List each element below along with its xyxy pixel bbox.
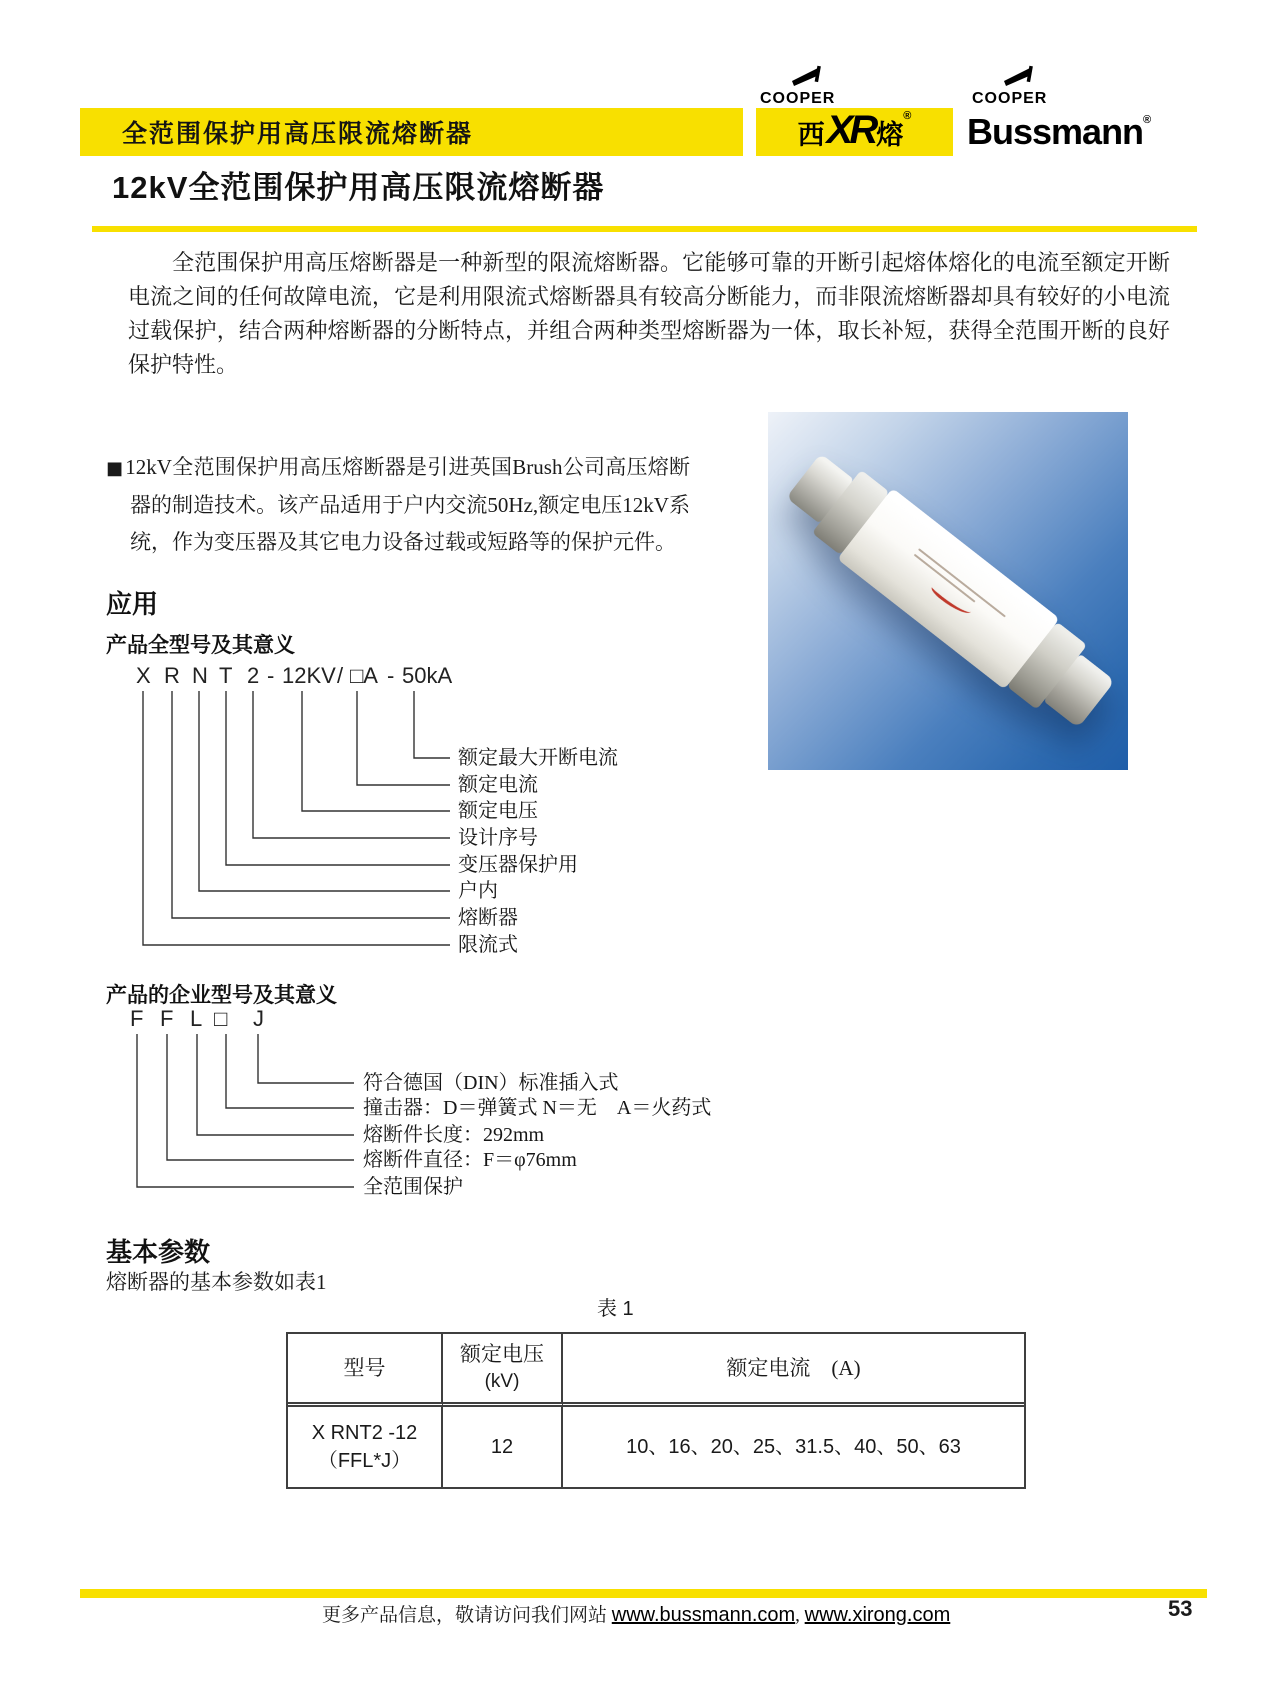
page-number: 53 (1168, 1596, 1193, 1621)
feature-text: 12kV全范围保护用高压熔断器是引进英国Brush公司高压熔断器的制造技术。该产品适用于户内交流50Hz,额定电压12kV系统，作为变压器及其它电力设备过载或短路等的保护元件。 (125, 455, 690, 554)
parameters-table (286, 1332, 1026, 1489)
xirong-logo (756, 108, 953, 156)
table-cell-model (288, 1407, 443, 1487)
table-header-voltage (443, 1334, 563, 1407)
fuse-body (837, 488, 1059, 689)
section-heading-application: 应用 (106, 589, 159, 619)
cooper-logo-text: COOPER (760, 90, 836, 107)
enterprise-designation-diagram (106, 1006, 786, 1206)
model-label: 额定最大开断电流 (458, 747, 618, 769)
basic-parameters-note: 熔断器的基本参数如表1 (106, 1270, 327, 1294)
xirong-logo-right: 熔 (876, 119, 904, 150)
table-header-voltage-line1: 额定电压 (460, 1342, 544, 1366)
model-code-token: R (164, 663, 180, 688)
cooper-logo-text: COOPER (972, 90, 1048, 107)
intro-paragraph: 全范围保护用高压熔断器是一种新型的限流熔断器。它能够可靠的开断引起熔体熔化的电流至额定开断电流之间的任何故障电流，它是利用限流式熔断器具有较高分断能力，而非限流熔断器却具有较好的小电流过载保护，结合两种熔断器的分断特点，并组合两种类型熔断器为一体，取长补短，获得全范围开断的良好保护特性。 (128, 250, 1170, 377)
model-code-token: / (337, 663, 344, 688)
table-header-current: 额定电流 (A) (563, 1334, 1024, 1407)
cooper-flag-icon (790, 64, 830, 88)
model-label: 额定电流 (458, 774, 538, 796)
enterprise-code-token: F (130, 1006, 144, 1031)
product-photo (768, 412, 1128, 770)
table-caption: 表 1 (597, 1298, 634, 1320)
model-code-token: 2 (247, 663, 260, 688)
model-code-token: 12KV (282, 663, 336, 688)
model-designation-diagram (106, 663, 786, 968)
enterprise-label: 全范围保护 (363, 1176, 463, 1198)
enterprise-label: 符合德国（DIN）标准插入式 (363, 1072, 619, 1094)
enterprise-code-token: □ (214, 1006, 228, 1031)
footer-link-xirong[interactable]: www.xirong.com (804, 1604, 951, 1626)
cooper-logo-bussmann (972, 64, 1082, 108)
model-label: 设计序号 (458, 827, 538, 849)
square-bullet-icon: ■ (106, 458, 124, 479)
enterprise-label: 熔断件直径：F＝φ76mm (363, 1149, 577, 1171)
model-designation-title: 产品全型号及其意义 (106, 634, 295, 657)
table-header-model: 型号 (288, 1334, 443, 1407)
model-label: 变压器保护用 (458, 854, 578, 876)
table-header-voltage-line2: (kV) (484, 1371, 520, 1392)
feature-note (106, 449, 690, 561)
footer-prefix: 更多产品信息，敬请访问我们网站 (322, 1605, 612, 1626)
footer-link-bussmann[interactable]: www.bussmann.com (611, 1604, 796, 1626)
enterprise-code-token: L (190, 1006, 203, 1031)
model-code-token: - (387, 663, 395, 688)
model-code-token: □A (350, 663, 378, 688)
enterprise-code-token: J (253, 1006, 264, 1031)
model-label: 限流式 (458, 934, 518, 956)
xirong-logo-xr: XR (826, 107, 875, 152)
model-code-token: X (136, 663, 151, 688)
enterprise-label: 熔断件长度：292mm (363, 1124, 545, 1146)
model-diagram-connectors (106, 663, 786, 968)
enterprise-label: 撞击器：D＝弹簧式 N＝无 A＝火药式 (363, 1097, 712, 1119)
header-bar (80, 108, 743, 156)
xirong-logo-left: 西 (797, 119, 825, 150)
fuse-label-print (899, 544, 1009, 642)
section-heading-basic-parameters: 基本参数 (106, 1237, 211, 1267)
bussmann-logo-text: Bussmann (967, 111, 1144, 152)
cooper-logo-xirong (760, 64, 870, 108)
cooper-flag-icon (1002, 64, 1042, 88)
bussmann-registered-mark: ® (1143, 114, 1152, 126)
model-label: 户内 (458, 880, 498, 902)
footer-separator: , (795, 1605, 805, 1626)
enterprise-designation-title: 产品的企业型号及其意义 (106, 984, 337, 1007)
model-code-token: N (192, 663, 208, 688)
fuse-image (776, 440, 1125, 740)
model-label: 额定电压 (458, 800, 538, 822)
table-cell-model-line1: X RNT2 -12 (311, 1422, 418, 1444)
model-code-token: T (219, 663, 233, 688)
table-cell-model-line2: （FFL*J） (317, 1450, 412, 1472)
bussmann-logo (967, 108, 1187, 156)
model-code-token: 50kA (402, 663, 453, 688)
footer-bar (80, 1589, 1207, 1598)
xirong-registered-mark: ® (903, 110, 912, 122)
enterprise-code-token: F (160, 1006, 174, 1031)
table-cell-current: 10、16、20、25、31.5、40、50、63 (626, 1436, 961, 1458)
model-code-token: - (267, 663, 275, 688)
page-title: 12kV全范围保护用高压限流熔断器 (112, 170, 605, 205)
header-bar-title: 全范围保护用高压限流熔断器 (122, 120, 474, 148)
table-cell-voltage: 12 (443, 1407, 563, 1487)
title-underline (92, 226, 1197, 232)
footer-text (322, 1600, 950, 1627)
model-label: 熔断器 (458, 907, 518, 929)
